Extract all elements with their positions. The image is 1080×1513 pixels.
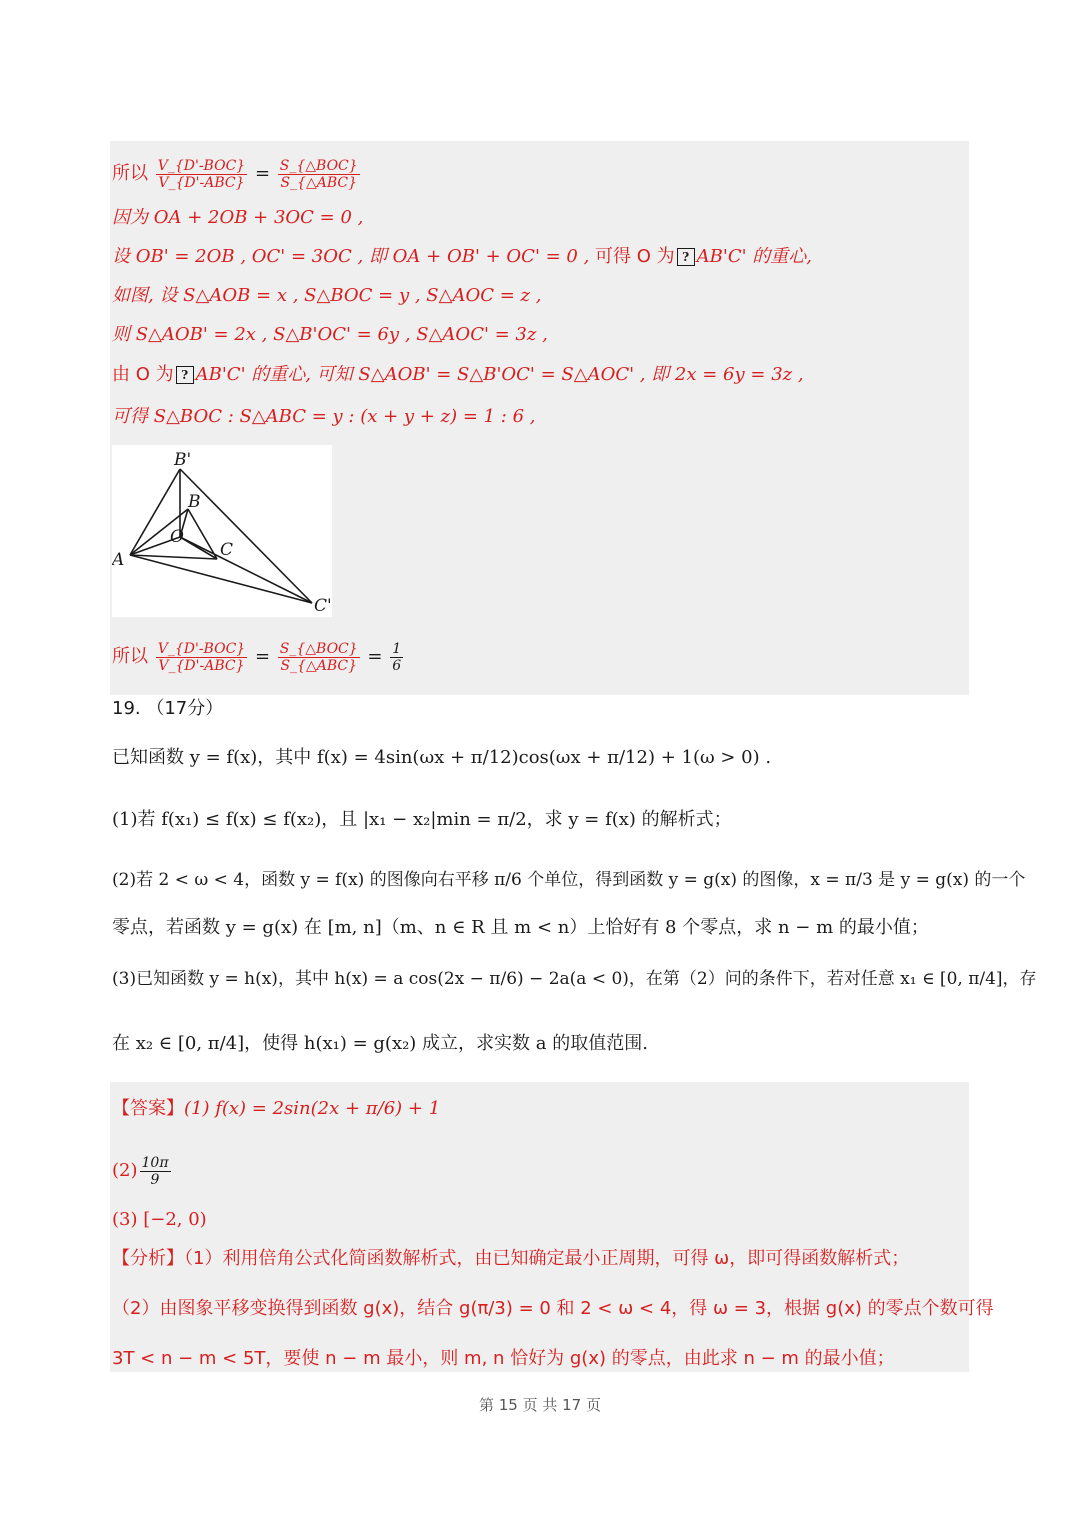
missing-glyph-icon-2: ?	[176, 366, 194, 384]
area-definitions-line: 如图, 设 S△AOB = x , S△BOC = y , S△AOC = z ,	[112, 285, 542, 306]
triangle-diagram	[112, 445, 332, 617]
label-c: C	[220, 540, 234, 560]
analysis-line-1: 【分析】（1）利用倍角公式化简函数解析式，由已知确定最小正周期，可得 ω，即可得函数解析式；	[112, 1248, 910, 1269]
area-ratio: $\frac{\text{S\_\{△BOC\}}}{\text{S\_\{△ABC\}}}$	[279, 157, 358, 191]
label-c-prime: C'	[314, 596, 332, 616]
answer-line-1: 【答案】(1) f(x) = 2sin(2x + π/6) + 1	[112, 1098, 441, 1119]
question-1: (1)若 f(x₁) ≤ f(x) ≤ f(x₂)，且 |x₁ − x₂|min = π/2，求 y = f(x) 的解析式；	[112, 809, 732, 830]
set-vectors-line: 设 OB' = 2OB , OC' = 3OC , 即 OA + OB' + OC' = 0 , 可得 O 为 ? AB'C' 的重心,	[112, 246, 813, 267]
area-scaled-line: 则 S△AOB' = 2x , S△B'OC' = 6y , S△AOC' = 3z ,	[112, 324, 548, 345]
problem-header: 19. （17分）	[112, 698, 224, 719]
label-o: O	[170, 527, 184, 547]
answer-line-2: (2) $\frac{10\pi}{9}$	[112, 1154, 169, 1188]
question-2-line-2: 零点，若函数 y = g(x) 在 [m, n]（m、n ∈ R 且 m < n）上恰好有 8 个零点，求 n − m 的最小值；	[112, 917, 929, 938]
missing-glyph-icon: ?	[677, 248, 695, 266]
question-2-line-1: (2)若 2 < ω < 4，函数 y = f(x) 的图像向右平移 π/6 个单位，得到函数 y = g(x) 的图像，x = π/3 是 y = g(x) 的一个	[112, 870, 1026, 890]
triangle-figure	[112, 445, 332, 617]
vector-condition-line: 因为 OA + 2OB + 3OC = 0 ,	[112, 207, 364, 228]
label-b-prime: B'	[174, 450, 192, 470]
area-ratio-result-line: 可得 S△BOC : S△ABC = y : (x + y + z) = 1 : 6 ,	[112, 406, 536, 427]
answer-tag: 【答案】	[112, 1098, 184, 1119]
ratio-line-1: 所以 $\frac{\text{V\_\{D'-BOC\}}}{\text{V\_\{D'-ABC\}}}$ = $\frac{\text{S\_\{△BOC\}}}{\text{S\_\{△ABC\}}}$	[112, 157, 358, 191]
label-b: B	[188, 492, 201, 512]
answer-line-3: (3) [−2, 0)	[112, 1209, 207, 1230]
answer-shade	[110, 1082, 969, 1372]
question-3-line-1: (3)已知函数 y = h(x)，其中 h(x) = a cos(2x − π/6) − 2a(a < 0)，在第（2）问的条件下，若对任意 x₁ ∈ [0, π/4]，存	[112, 969, 1037, 989]
volume-ratio: $\frac{\text{V\_\{D'-BOC\}}}{\text{V\_\{D'-ABC\}}}$	[157, 157, 246, 191]
analysis-tag: 【分析】	[112, 1248, 184, 1269]
centroid-line: 由 O 为 ? AB'C' 的重心, 可知 S△AOB' = S△B'OC' = S△AOC' , 即 2x = 6y = 3z ,	[112, 364, 804, 385]
problem-stem: 已知函数 y = f(x)，其中 f(x) = 4sin(ωx + π/12)cos(ωx + π/12) + 1(ω > 0) .	[112, 747, 772, 768]
analysis-line-3: 3T < n − m < 5T，要使 n − m 最小，则 m, n 恰好为 g(x) 的零点，由此求 n − m 的最小值；	[112, 1348, 895, 1369]
volume-ratio-result-line: 所以 $\frac{\text{V\_\{D'-BOC\}}}{\text{V\_\{D'-ABC\}}}$ = $\frac{\text{S\_\{△BOC\}}}{\text{S\_\{△ABC\}}}$ = $\frac{1}{6}$	[112, 640, 402, 674]
label-a: A	[112, 550, 125, 570]
question-3-line-2: 在 x₂ ∈ [0, π/4]，使得 h(x₁) = g(x₂) 成立，求实数 a 的取值范围.	[112, 1033, 648, 1054]
page-footer: 第 15 页 共 17 页	[478, 1396, 601, 1414]
analysis-line-2: （2）由图象平移变换得到函数 g(x)，结合 g(π/3) = 0 和 2 < ω < 4，得 ω = 3，根据 g(x) 的零点个数可得	[112, 1298, 994, 1319]
